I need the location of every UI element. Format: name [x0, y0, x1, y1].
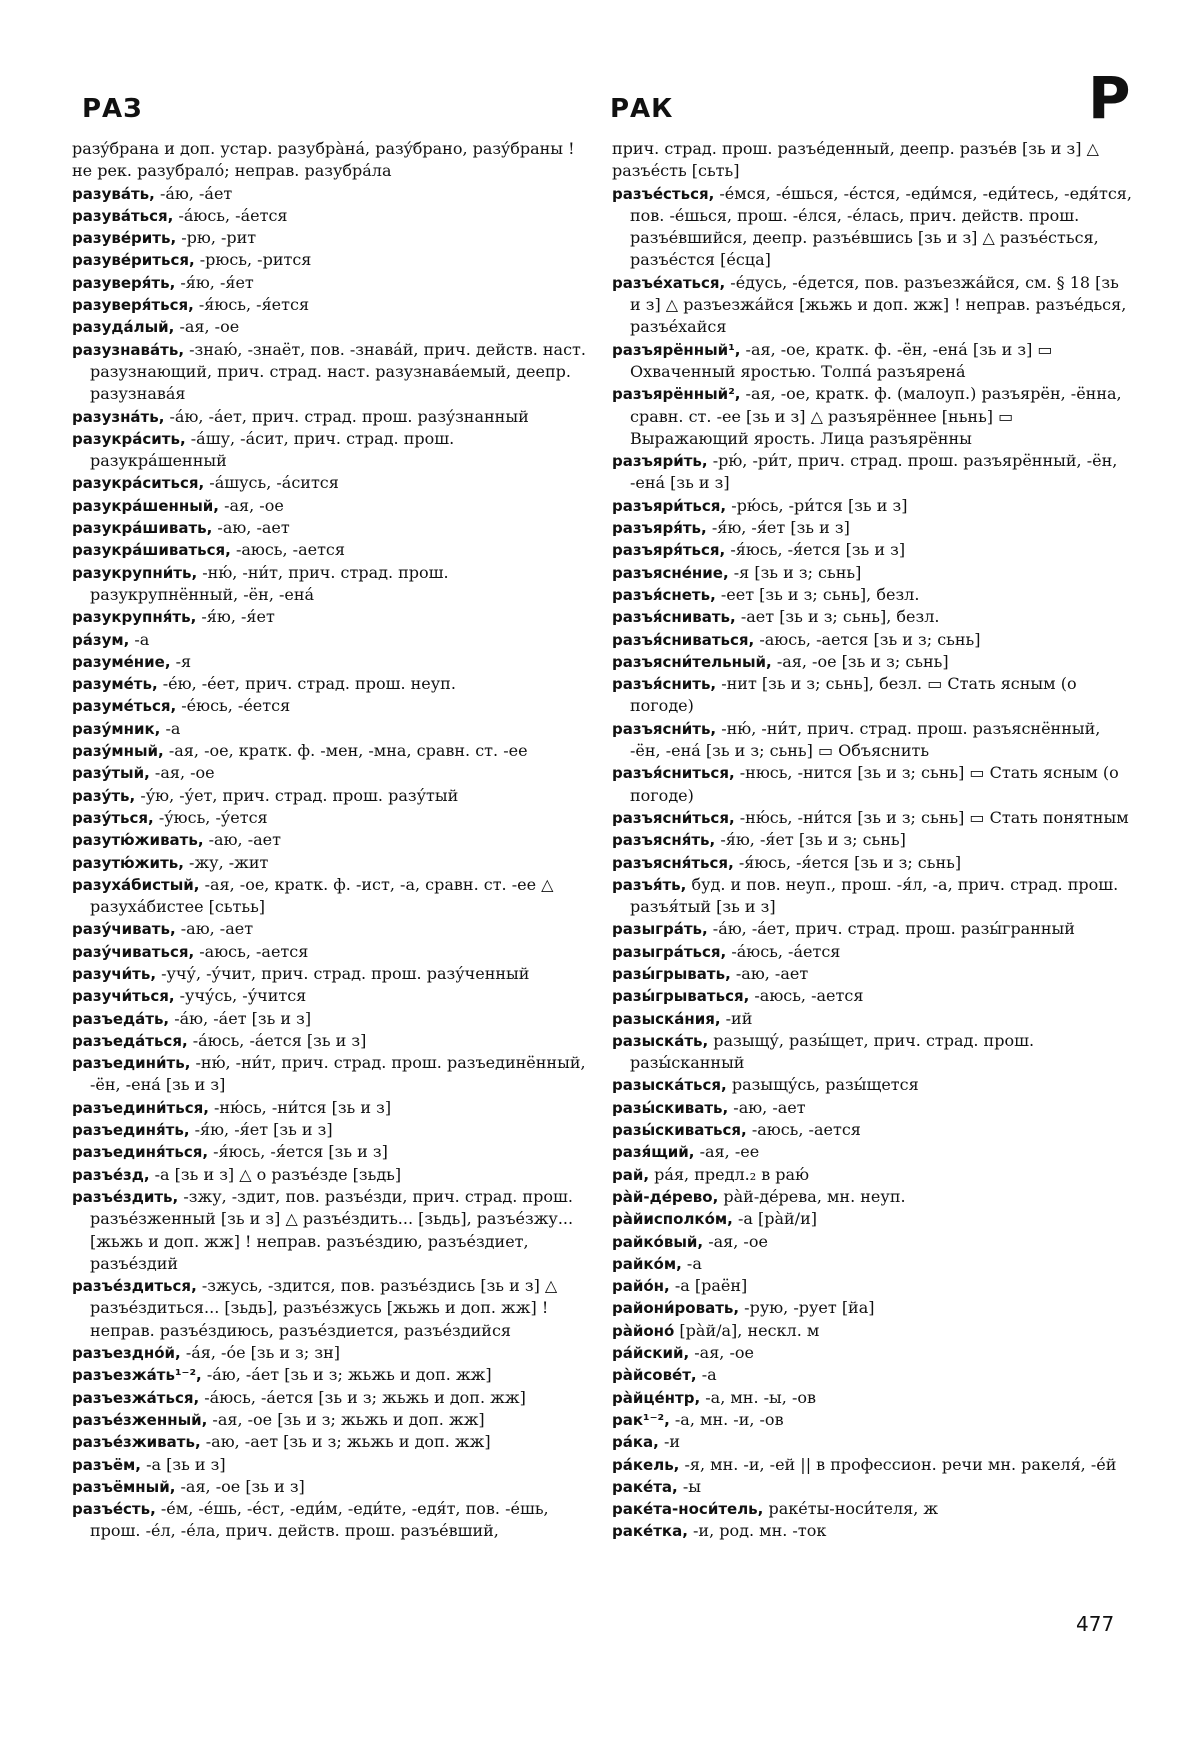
entry-headword: разъедини́ться, [72, 1098, 209, 1117]
entry-body: -зжусь, -здится, пов. разъе́здись [зь и з] △ разъе́здиться... [зьдь], разъе́зжусь [жьжь и доп. жж] ! неправ. разъе́здиюсь, разъе́здиется, разъе́здийся [90, 1276, 558, 1340]
dictionary-entry [612, 807, 1132, 829]
entry-headword: разъеда́ть, [72, 1009, 170, 1028]
entry-body: -а [зь и з] [140, 1454, 226, 1474]
entry-body: ра̀й-де́рева, мн. неуп. [718, 1186, 906, 1206]
entry-body: -а [ра̀й/и] [732, 1209, 817, 1229]
entry-body: -ы [677, 1476, 701, 1496]
entry-body: буд. и пов. неуп., прош. -я́л, -а, прич. страд. прош. разъя́тый [зь и з] [630, 874, 1119, 917]
entry-headword: разъе́здить, [72, 1187, 179, 1206]
entry-body: -е́мся, -е́шься, -е́стся, -еди́мся, -еди́тесь, -едя́тся, пов. -е́шься, прош. -е́лся, -е́лась, прич. действ. прош. разъе́вшийся, деепр. разъе́вшись [зь и з] △ разъе́сться, разъе́стся [е́сца] [630, 183, 1132, 270]
dictionary-entry [72, 517, 592, 539]
entry-headword: ракéта, [612, 1477, 678, 1496]
entry-headword: разъе́здиться, [72, 1277, 197, 1296]
entry-headword: разыгра́ться, [612, 942, 727, 961]
entry-headword: разуверя́ться, [72, 296, 194, 315]
entry-body: -у́юсь, -у́ется [153, 807, 268, 827]
dictionary-entry [612, 963, 1132, 985]
dictionary-entry [72, 918, 592, 940]
dictionary-entry [72, 852, 592, 874]
entry-headword: разыгра́ть, [612, 920, 708, 939]
entry-body: -ню́сь, -ни́тся [зь и з; сьнь] ▭ Стать понятным [734, 807, 1129, 827]
dictionary-entry [612, 584, 1132, 606]
dictionary-entry [72, 1387, 592, 1409]
entry-body: -ню́, -ни́т, прич. страд. прош. разъединённый, -ён, -ена́ [зь и з] [90, 1053, 586, 1095]
dictionary-entry [72, 539, 592, 561]
entry-body: -учу́, -у́чит, прич. страд. прош. разу́ченный [156, 963, 530, 983]
dictionary-entry [72, 651, 592, 673]
entry-headword: разъезжа́ться, [72, 1388, 200, 1407]
dictionary-entry [612, 1074, 1132, 1096]
entry-body: -я́ю, -я́ет [зь и з] [706, 518, 850, 538]
entry-body: -я́ю, -я́ет [175, 272, 254, 292]
entry-headword: разъе́хаться, [612, 273, 726, 292]
entry-headword: разуверя́ть, [72, 273, 176, 292]
entry-body: -е́юсь, -е́ется [176, 696, 291, 716]
entry-body: -а́ю, -а́ет [зь и з; жьжь и доп. жж] [201, 1365, 492, 1385]
dictionary-entry [612, 1342, 1132, 1364]
dictionary-entry [72, 272, 592, 294]
dictionary-entry [612, 1208, 1132, 1230]
dictionary-entry [72, 1431, 592, 1453]
dictionary-entry [72, 985, 592, 1007]
dictionary-entry [72, 606, 592, 628]
entry-body: -а́юсь, -а́ется [зь и з; жьжь и доп. жж] [199, 1387, 526, 1407]
dictionary-entry [612, 1141, 1132, 1163]
entry-body: -я́ю, -я́ет [196, 607, 275, 627]
entry-headword: разыска́ться, [612, 1076, 727, 1095]
dictionary-entry [612, 1119, 1132, 1141]
dictionary-entry [612, 1097, 1132, 1119]
entry-body: -аюсь, -ается [746, 1120, 861, 1140]
dictionary-entry [612, 517, 1132, 539]
entry-body: -аюсь, -ается [194, 941, 309, 961]
entry-headword: разузнава́ть, [72, 340, 185, 359]
entry-body: -е́дусь, -е́дется, пов. разъезжа́йся, см. § 18 [зь и з] △ разъезжа́йся [жьжь и доп. жж] ! неправ. разъе́дься, разъе́хайся [630, 272, 1127, 337]
entry-headword: разъединя́ться, [72, 1143, 209, 1162]
entry-body: -аю, -ает [212, 518, 290, 538]
entry-body: -у́ю, -у́ет, прич. страд. прош. разу́тый [135, 785, 459, 805]
dictionary-entry [72, 1119, 592, 1141]
entry-headword: ра̀йце́нтр, [612, 1388, 701, 1407]
entry-headword: разъём, [72, 1455, 141, 1474]
entry-headword: рак¹⁻², [612, 1410, 670, 1429]
entry-headword: разу́чиваться, [72, 942, 195, 961]
entry-headword: разуме́ть, [72, 675, 158, 694]
entry-headword: райко́м, [612, 1254, 682, 1273]
entry-body: -я́юсь, -я́ется [зь и з; сьнь] [733, 852, 962, 872]
right-column [612, 138, 1132, 1543]
entry-body: -а [зь и з] △ о разъе́зде [зьдь] [149, 1164, 402, 1184]
dictionary-entry [612, 272, 1132, 339]
entry-headword: райони́ровать, [612, 1299, 740, 1318]
entry-headword: разъеда́ться, [72, 1031, 188, 1050]
entry-headword: разъярённый¹, [612, 340, 741, 359]
entry-headword: разуме́ться, [72, 697, 177, 716]
entry-body: -а [раён] [669, 1276, 748, 1296]
entry-body: -ню́сь, -ни́тся [зь и з] [208, 1097, 392, 1117]
entry-body: -рю́, -ри́т, прич. страд. прош. разъярённый, -ён, -ена́ [зь и з] [630, 451, 1118, 493]
entry-headword: разы́скивать, [612, 1098, 729, 1117]
entry-body: [ра̀й/а], нескл. м [674, 1320, 820, 1340]
dictionary-entry [612, 1476, 1132, 1498]
entry-headword: разуха́бистый, [72, 875, 200, 894]
dictionary-entry [612, 539, 1132, 561]
dictionary-entry [72, 1342, 592, 1364]
entry-headword: разъя́сниваться, [612, 630, 755, 649]
entry-body: -а́ю, -а́ет [154, 183, 233, 203]
entry-body: -аю, -ает [730, 963, 809, 983]
dictionary-entry [72, 1454, 592, 1476]
entry-headword: райо́н, [612, 1277, 670, 1296]
entry-body: разýбрана и доп. устар. разубрàна́, разýбрано, разýбраны ! не рек. разубрало́; неправ. разубра́ла [72, 139, 575, 181]
running-header-left: РАЗ [82, 94, 143, 124]
entry-body: -ая, -ое [174, 317, 240, 337]
dictionary-entry [612, 1387, 1132, 1409]
dictionary-entry [72, 1030, 592, 1052]
dictionary-entry [612, 651, 1132, 673]
entry-headword: разу́мник, [72, 719, 161, 738]
entry-headword: разъя́ть, [612, 875, 687, 894]
dictionary-entry [72, 1476, 592, 1498]
dictionary-entry [612, 138, 1132, 183]
entry-headword: разу́чивать, [72, 920, 176, 939]
entry-body: -а, мн. -ы, -ов [700, 1387, 816, 1407]
entry-body: -учу́сь, -у́чится [174, 986, 307, 1006]
dictionary-entry [72, 1364, 592, 1386]
entry-body: -а [160, 718, 181, 738]
dictionary-entry [72, 138, 592, 183]
entry-body: -ая, -ое [689, 1343, 754, 1363]
dictionary-entry [612, 1431, 1132, 1453]
entry-body: -ая, -ое [219, 495, 284, 515]
entry-headword: разъяри́ться, [612, 496, 727, 515]
entry-headword: разъе́сть, [72, 1500, 156, 1519]
entry-headword: ра́ка, [612, 1433, 659, 1452]
entry-headword: разучи́ть, [72, 964, 157, 983]
entry-headword: ракéта-носи́тель, [612, 1500, 764, 1519]
dictionary-entry [72, 807, 592, 829]
entry-body: разыщу́сь, разы́щется [726, 1075, 919, 1095]
entry-headword: разъе́зживать, [72, 1433, 201, 1452]
entry-body: -я́юсь, -я́ется [зь и з] [208, 1142, 388, 1162]
dictionary-entry [612, 495, 1132, 517]
entry-headword: разъездно́й, [72, 1344, 181, 1363]
entry-body: -а́юсь, -а́ется [зь и з] [187, 1030, 367, 1050]
entry-headword: разуве́рить, [72, 229, 177, 248]
dictionary-entry [72, 495, 592, 517]
entry-body: -а́юсь, -а́ется [726, 941, 841, 961]
entry-headword: разуда́лый, [72, 318, 175, 337]
entry-body: -а́юсь, -а́ется [173, 205, 288, 225]
dictionary-entry [612, 852, 1132, 874]
entry-body: -ню́, -ни́т, прич. страд. прош. разъяснённый, -ён, -ена́ [зь и з; сьнь] ▭ Объяснить [630, 718, 1101, 761]
entry-headword: разува́ться, [72, 206, 174, 225]
dictionary-entry [72, 963, 592, 985]
entry-body: прич. страд. прош. разъе́денный, деепр. разъе́в [зь и з] △ разъе́сть [сьть] [612, 139, 1099, 181]
entry-body: -а́ю, -а́ет, прич. страд. прош. разýзнанный [164, 406, 529, 426]
dictionary-entry [72, 1097, 592, 1119]
dictionary-entry [72, 1275, 592, 1342]
dictionary-entry [612, 1231, 1132, 1253]
dictionary-entry [612, 629, 1132, 651]
entry-headword: разъясня́ть, [612, 831, 716, 850]
entry-headword: разя́щий, [612, 1143, 695, 1162]
entry-body: -я́юсь, -я́ется [193, 295, 310, 315]
entry-body: -ню́, -ни́т, прич. страд. прош. разукрупнённый, -ён, -ена́ [90, 562, 449, 604]
dictionary-entry [612, 1008, 1132, 1030]
entry-headword: разыска́ть, [612, 1031, 709, 1050]
entry-headword: ра́кель, [612, 1455, 680, 1474]
entry-headword: разукра́шиваться, [72, 541, 231, 560]
entry-body: -жу, -жит [183, 852, 269, 872]
dictionary-entry [72, 227, 592, 249]
dictionary-entry [72, 316, 592, 338]
entry-body: -ая, -ое [703, 1231, 768, 1251]
dictionary-entry [612, 718, 1132, 763]
entry-headword: ра̀йисполко́м, [612, 1210, 733, 1229]
dictionary-entry [612, 1297, 1132, 1319]
dictionary-entry [72, 183, 592, 205]
entry-body: -а́ю, -а́ет [зь и з] [169, 1008, 312, 1028]
dictionary-entry [72, 695, 592, 717]
dictionary-entry [72, 562, 592, 607]
dictionary-entry [612, 1253, 1132, 1275]
dictionary-entry [612, 1186, 1132, 1208]
dictionary-entry [612, 1454, 1132, 1476]
dictionary-entry [612, 874, 1132, 919]
dictionary-entry [72, 294, 592, 316]
entry-body: -нюсь, -нится [зь и з; сьнь] ▭ Стать ясным (о погоде) [630, 763, 1119, 805]
entry-body: -и, род. мн. -ток [687, 1521, 827, 1541]
entry-headword: разъедини́ть, [72, 1054, 191, 1073]
dictionary-entry [612, 606, 1132, 628]
entry-headword: разъяря́ться, [612, 541, 726, 560]
entry-headword: разъя́снивать, [612, 608, 736, 627]
entry-body: -е́м, -е́шь, -е́ст, -еди́м, -еди́те, -едя́т, пов. -е́шь, прош. -е́л, -е́ла, прич. действ. прош. разъе́вший, [90, 1499, 549, 1541]
entry-headword: разукра́ситься, [72, 474, 205, 493]
entry-headword: разу́ться, [72, 808, 154, 827]
entry-headword: райко́вый, [612, 1232, 704, 1251]
entry-body: -рюсь, -рится [194, 250, 312, 270]
entry-body: -а [129, 629, 150, 649]
entry-body: -аюсь, -ается [230, 540, 345, 560]
entry-headword: разъясне́ние, [612, 563, 729, 582]
entry-headword: разува́ть, [72, 184, 155, 203]
entry-headword: разы́грывать, [612, 964, 731, 983]
dictionary-entry [612, 339, 1132, 384]
dictionary-entry [612, 1320, 1132, 1342]
dictionary-entry [72, 629, 592, 651]
entry-headword: разъе́зд, [72, 1165, 150, 1184]
entry-body: -и [658, 1432, 681, 1452]
entry-headword: разъя́сниться, [612, 764, 735, 783]
entry-body: -я, мн. -и, -ей || в профессион. речи мн. ракеля́, -е́й [679, 1454, 1117, 1474]
entry-body: -ая, -ое, кратк. ф. -ён, -ена́ [зь и з] ▭ Охваченный яростью. Толпа́ разъярена́ [630, 339, 1053, 381]
entry-headword: разъясни́ть, [612, 719, 717, 738]
entry-headword: разъезжа́ть¹⁻², [72, 1366, 202, 1385]
dictionary-entry [612, 1364, 1132, 1386]
dictionary-entry [72, 1052, 592, 1097]
entry-headword: ра̀й-де́рево, [612, 1187, 719, 1206]
dictionary-entry [612, 1275, 1132, 1297]
left-column [72, 138, 592, 1543]
dictionary-entry [72, 249, 592, 271]
entry-headword: разукра́шенный, [72, 496, 219, 515]
dictionary-entry [612, 918, 1132, 940]
entry-headword: разъясни́ться, [612, 808, 735, 827]
entry-body: -ая, -ое, кратк. ф. -ист, -а, сравн. ст. -ее △ разуха́бистее [cьтьь] [90, 874, 554, 917]
dictionary-entry [612, 985, 1132, 1007]
dictionary-entry [612, 829, 1132, 851]
entry-headword: разучи́ться, [72, 987, 175, 1006]
dictionary-entry [612, 1498, 1132, 1520]
entry-body: -аюсь, -ается [749, 986, 864, 1006]
entry-body: -я́ю, -я́ет [зь и з] [189, 1120, 333, 1140]
dictionary-entry [612, 562, 1132, 584]
entry-headword: разу́мный, [72, 742, 164, 761]
entry-body: -я [170, 651, 192, 671]
entry-body: -а, мн. -и, -ов [669, 1409, 784, 1429]
entry-body: -ая, -ое [зь и з] [175, 1476, 305, 1496]
entry-body: -а́шу, -а́сит, прич. страд. прош. разукра́шенный [90, 428, 455, 471]
entry-headword: разы́грываться, [612, 987, 750, 1006]
dictionary-entry [612, 1164, 1132, 1186]
entry-body: -ая, -ее [694, 1142, 760, 1162]
entry-headword: разъя́снеть, [612, 585, 716, 604]
entry-body: -ая, -ое [зь и з; сьнь] [771, 651, 949, 671]
entry-headword: ракéтка, [612, 1522, 688, 1541]
entry-body: -аю, -ает [728, 1097, 806, 1117]
entry-body: -е́ю, -е́ет, прич. страд. прош. неуп. [157, 674, 456, 694]
entry-body: разыщу́, разы́щет, прич. страд. прош. разы́сканный [630, 1030, 1035, 1073]
entry-headword: разы́скиваться, [612, 1121, 747, 1140]
section-letter: Р [1088, 64, 1131, 132]
entry-headword: разутю́живать, [72, 831, 204, 850]
dictionary-entry [612, 450, 1132, 495]
dictionary-entry [612, 1030, 1132, 1075]
entry-headword: разъёмный, [72, 1477, 176, 1496]
entry-headword: разъе́сться, [612, 184, 715, 203]
entry-body: -ая, -ое [зь и з; жьжь и доп. жж] [207, 1409, 485, 1429]
dictionary-entry [72, 1141, 592, 1163]
entry-headword: разу́ть, [72, 786, 136, 805]
entry-headword: разъя́снить, [612, 675, 717, 694]
page-number: 477 [1076, 1612, 1115, 1636]
dictionary-entry [612, 183, 1132, 272]
dictionary-entry [612, 1520, 1132, 1542]
entry-body: -ая, -ое, кратк. ф. -мен, -мна, сравн. ст. -ее [163, 741, 528, 761]
entry-headword: разъяря́ть, [612, 519, 707, 538]
entry-headword: разу́тый, [72, 764, 150, 783]
dictionary-entry [72, 785, 592, 807]
entry-body: -ает [зь и з; сьнь], безл. [735, 607, 940, 627]
dictionary-entry [72, 406, 592, 428]
dictionary-entry [72, 428, 592, 473]
dictionary-entry [72, 1164, 592, 1186]
entry-headword: ра́йский, [612, 1344, 690, 1363]
entry-headword: ра̀йсове́т, [612, 1366, 697, 1385]
dictionary-entry [72, 339, 592, 406]
entry-headword: разъединя́ть, [72, 1121, 190, 1140]
entry-body: ра́я, предл.₂ в раю́ [649, 1164, 809, 1184]
entry-headword: разъяри́ть, [612, 452, 708, 471]
dictionary-entry [72, 740, 592, 762]
dictionary-entry [72, 762, 592, 784]
dictionary-entry [612, 762, 1132, 807]
dictionary-entry [72, 205, 592, 227]
entry-headword: разъясни́тельный, [612, 652, 772, 671]
entry-headword: разукра́сить, [72, 429, 186, 448]
dictionary-entry [72, 472, 592, 494]
entry-headword: разукрупни́ть, [72, 563, 198, 582]
entry-headword: разыска́ния, [612, 1009, 721, 1028]
entry-body: -рю, -рит [176, 228, 257, 248]
dictionary-entry [72, 829, 592, 851]
dictionary-entry [72, 718, 592, 740]
entry-body: -а [696, 1365, 717, 1385]
entry-body: -а́я, -о́е [зь и з; зн] [180, 1343, 340, 1363]
entry-body: -аю, -ает [зь и з; жьжь и доп. жж] [200, 1432, 491, 1452]
entry-body: -ий [720, 1008, 753, 1028]
dictionary-entry [612, 383, 1132, 450]
entry-body: ракéты-носи́теля, ж [763, 1499, 939, 1519]
entry-headword: разукрупня́ть, [72, 608, 197, 627]
dictionary-entry [612, 941, 1132, 963]
entry-body: -зжу, -здит, пов. разъе́зди, прич. страд. прош. разъе́зженный [зь и з] △ разъе́здить... [зьдь], разъе́зжу... [жьжь и доп. жж] ! неправ. разъе́здию, разъе́здиет, разъе́здий [90, 1186, 574, 1273]
entry-body: -еет [зь и з; сьнь], безл. [715, 584, 920, 604]
entry-headword: рай, [612, 1165, 650, 1184]
entry-headword: ра́зум, [72, 630, 130, 649]
entry-body: -а [681, 1253, 702, 1273]
entry-body: -я́юсь, -я́ется [зь и з] [725, 540, 906, 560]
entry-body: -рую, -рует [йа] [739, 1298, 875, 1318]
entry-headword: разутю́жить, [72, 853, 184, 872]
dictionary-entry [72, 1409, 592, 1431]
entry-body: -ая, -ое, кратк. ф. (малоуп.) разъярён, -ённа, сравн. ст. -ее [зь и з] △ разъярённее [ньнь] ▭ Выражающий ярость. Лица разъярённы [630, 384, 1122, 448]
entry-headword: разъе́зженный, [72, 1410, 208, 1429]
dictionary-entry [72, 1008, 592, 1030]
entry-body: -аю, -ает [175, 919, 254, 939]
entry-headword: разъясня́ться, [612, 853, 734, 872]
entry-body: -я [зь и з; сьнь] [728, 562, 862, 582]
running-header-right: РАК [610, 94, 674, 124]
entry-headword: ра̀йоно́ [612, 1321, 675, 1340]
entry-body: -а́ю, -а́ет, прич. страд. прош. разы́гранный [707, 919, 1075, 939]
entry-body: -аю, -ает [203, 830, 281, 850]
entry-body: -ая, -ое [149, 763, 215, 783]
dictionary-entry [612, 1409, 1132, 1431]
entry-body: -рю́сь, -ри́тся [зь и з] [726, 495, 908, 515]
entry-body: -а́шусь, -а́сится [204, 473, 339, 493]
entry-headword: разузна́ть, [72, 407, 165, 426]
dictionary-entry [72, 673, 592, 695]
entry-headword: разуве́риться, [72, 251, 195, 270]
dictionary-entry [72, 1186, 592, 1275]
entry-body: -я́ю, -я́ет [зь и з; сьнь] [715, 830, 906, 850]
entry-headword: разукра́шивать, [72, 519, 213, 538]
entry-body: -знаю́, -знаёт, пов. -знава́й, прич. действ. наст. разузнающий, прич. страд. наст. разузнава́емый, деепр. разузнава́я [90, 339, 586, 404]
entry-body: -аюсь, -ается [зь и з; сьнь] [754, 629, 981, 649]
dictionary-entry [612, 673, 1132, 718]
entry-headword: разуме́ние, [72, 652, 171, 671]
dictionary-entry [72, 941, 592, 963]
entry-headword: разъярённый², [612, 385, 741, 404]
entry-body: -нит [зь и з; сьнь], безл. ▭ Стать ясным (о погоде) [630, 674, 1077, 716]
dictionary-entry [72, 874, 592, 919]
dictionary-entry [72, 1498, 592, 1543]
